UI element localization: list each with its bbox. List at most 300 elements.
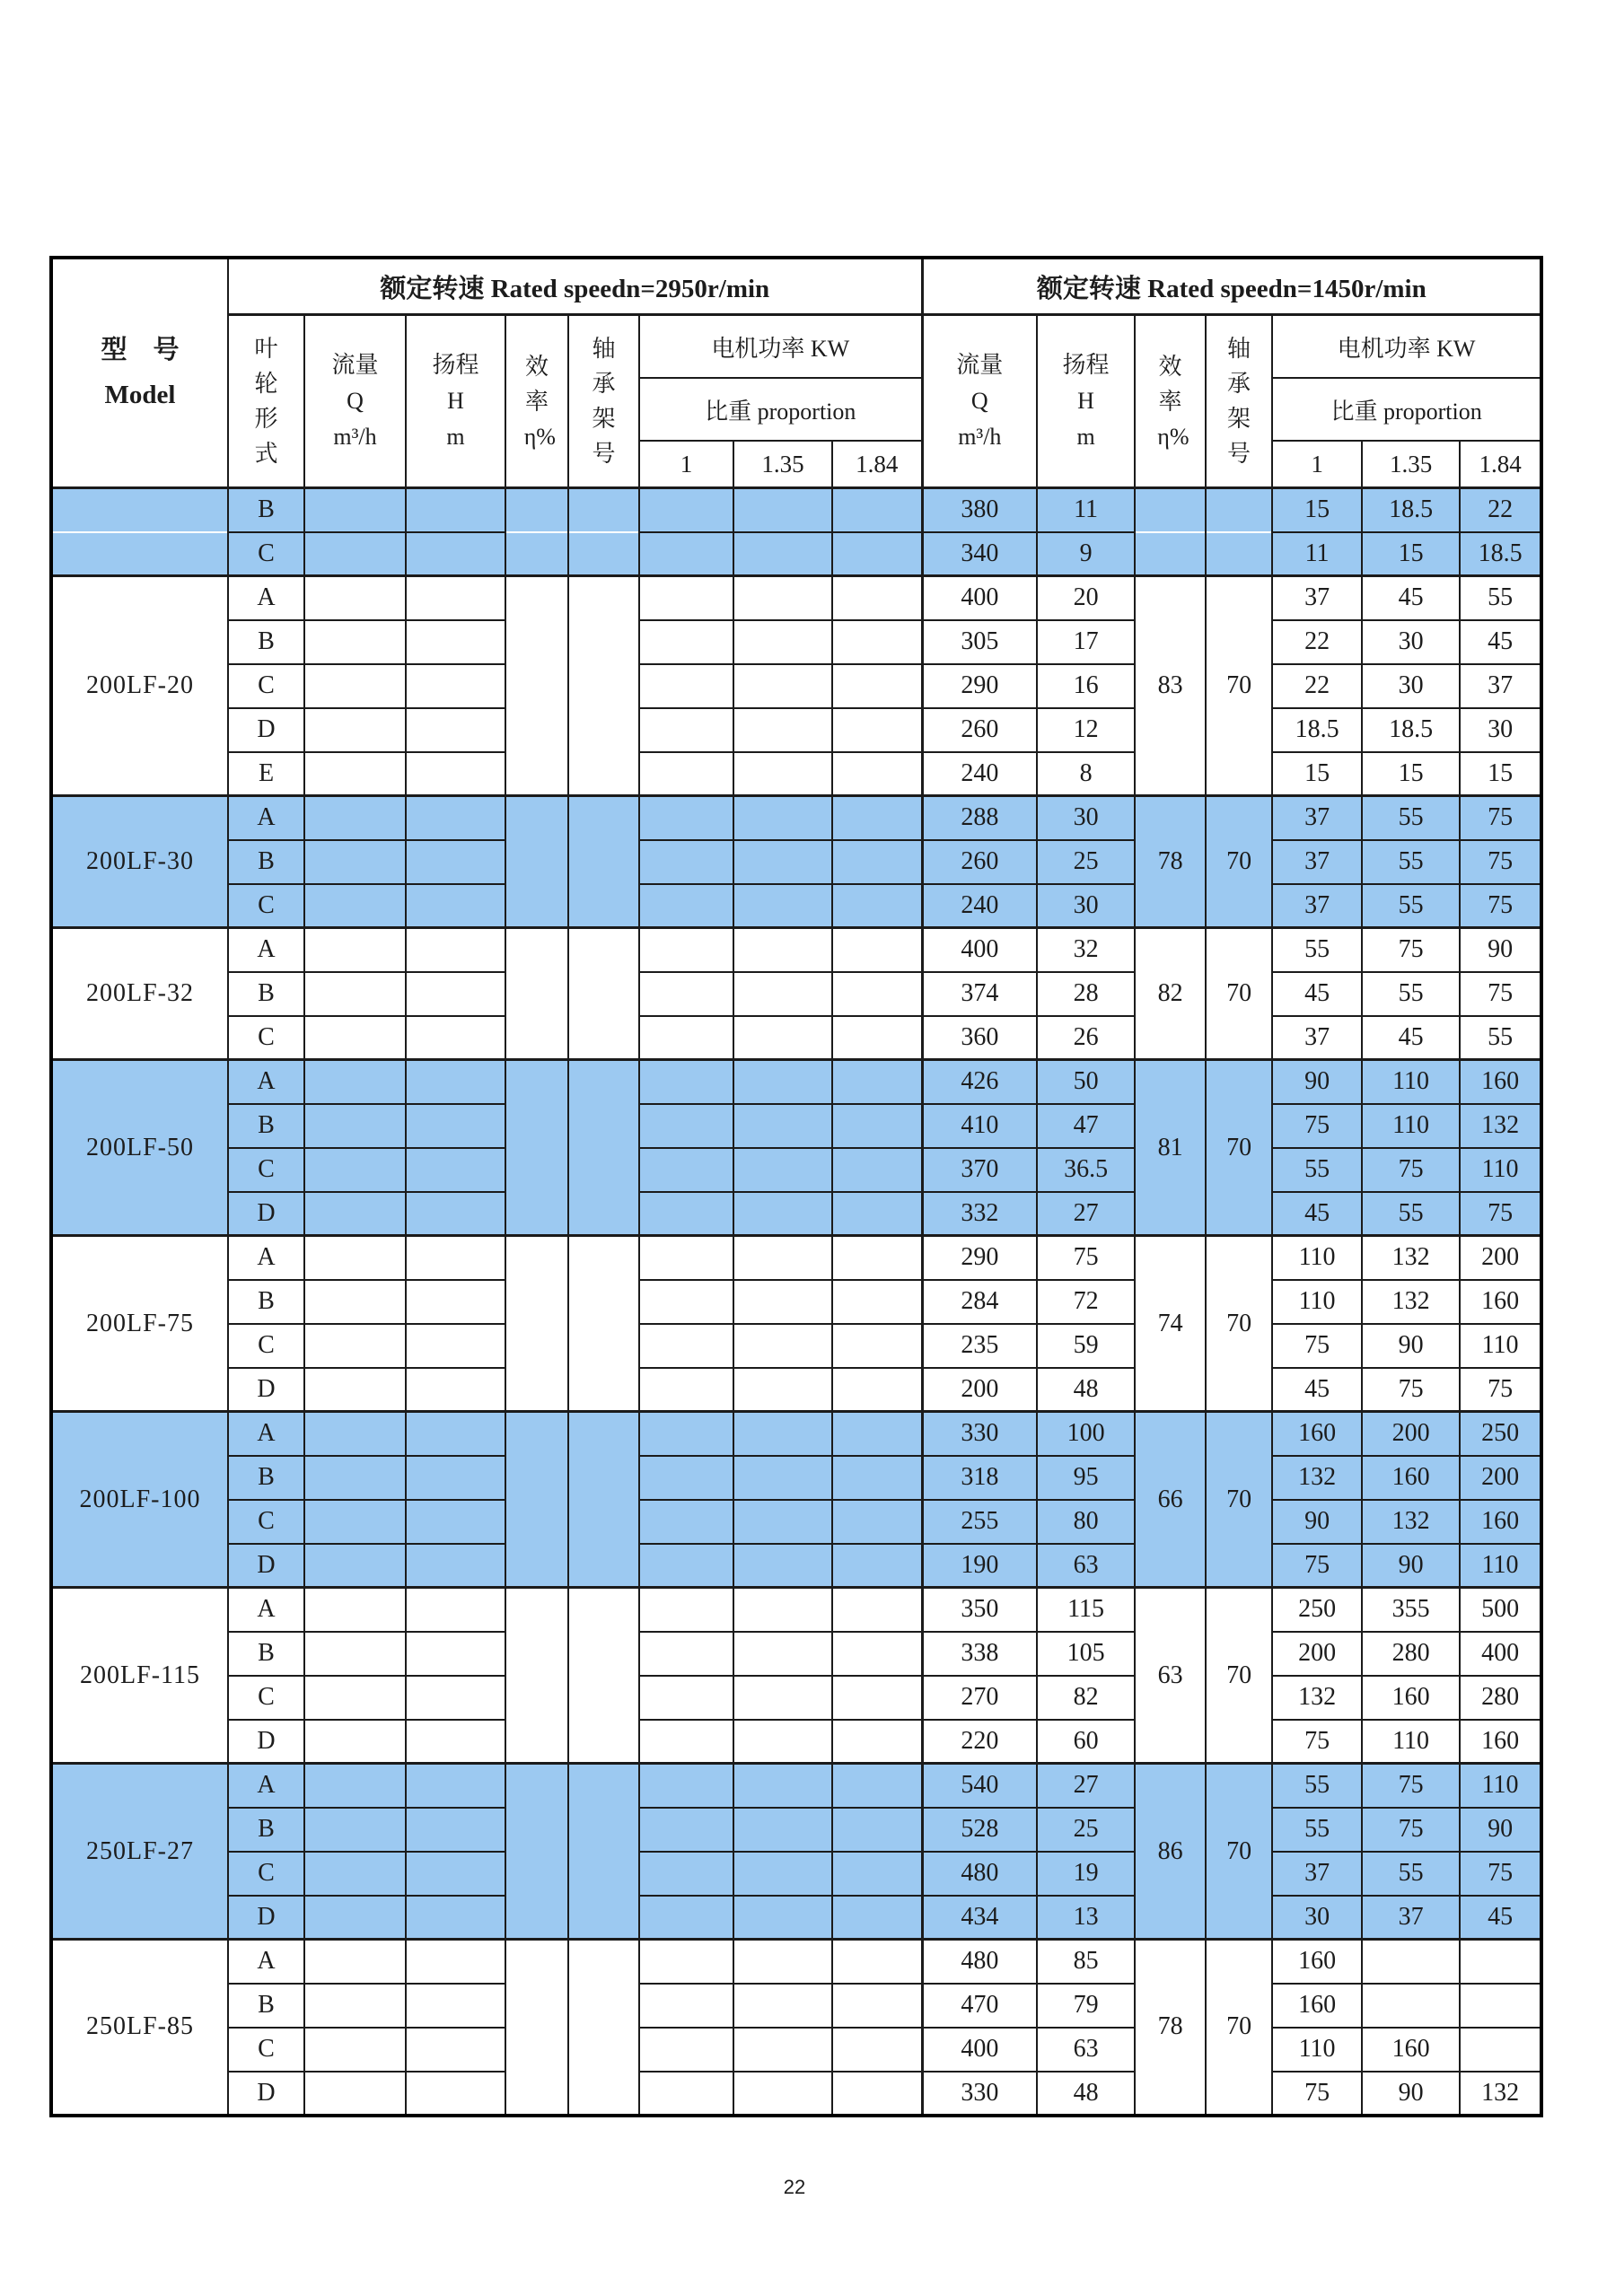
head-2950-cell bbox=[406, 840, 505, 884]
power135-2950-cell bbox=[733, 796, 832, 840]
flow-1450-cell: 426 bbox=[922, 1060, 1037, 1104]
power135-1450-cell: 55 bbox=[1362, 840, 1460, 884]
head-1450-cell: 63 bbox=[1037, 1544, 1135, 1588]
power1-1450-cell: 90 bbox=[1272, 1500, 1362, 1544]
power135-1450-cell: 55 bbox=[1362, 972, 1460, 1016]
impeller-letter-cell: C bbox=[228, 2028, 304, 2072]
power1-1450-cell: 37 bbox=[1272, 1852, 1362, 1896]
flow-1450-cell: 200 bbox=[922, 1368, 1037, 1412]
impeller-letter-cell: B bbox=[228, 972, 304, 1016]
flow-1450-cell: 480 bbox=[922, 1940, 1037, 1984]
efficiency-2950-cell bbox=[505, 1588, 568, 1764]
power1-1450-cell: 37 bbox=[1272, 840, 1362, 884]
table-row bbox=[51, 928, 1541, 972]
flow-1450-cell: 290 bbox=[922, 664, 1037, 708]
flow-1450-cell: 284 bbox=[922, 1280, 1037, 1324]
power184-2950-cell bbox=[832, 1456, 922, 1500]
power1-2950-cell bbox=[639, 1412, 733, 1456]
head-1450-cell: 100 bbox=[1037, 1412, 1135, 1456]
power184-2950-cell bbox=[832, 2028, 922, 2072]
power184-2950-cell bbox=[832, 1412, 922, 1456]
power1-2950-cell bbox=[639, 620, 733, 664]
flow-2950-cell bbox=[304, 1720, 406, 1764]
head-2950-cell bbox=[406, 1192, 505, 1236]
power135-1450-cell: 132 bbox=[1362, 1236, 1460, 1280]
head-2950-cell bbox=[406, 1588, 505, 1632]
power184-2950-cell bbox=[832, 796, 922, 840]
bearing-1450-cell: 70 bbox=[1206, 1764, 1272, 1940]
power1-1450-cell: 200 bbox=[1272, 1632, 1362, 1676]
power135-2950-cell bbox=[733, 532, 832, 576]
power184-1450-cell: 90 bbox=[1460, 928, 1541, 972]
power1-1450-cell: 15 bbox=[1272, 752, 1362, 796]
power184-1450-cell: 110 bbox=[1460, 1764, 1541, 1808]
efficiency-1450-cell bbox=[1135, 488, 1206, 576]
impeller-letter-cell: A bbox=[228, 1236, 304, 1280]
power135-1450-cell bbox=[1362, 1940, 1460, 1984]
power1-2950-cell bbox=[639, 1896, 733, 1940]
power135-1450-cell: 37 bbox=[1362, 1896, 1460, 1940]
flow-2950-cell bbox=[304, 1192, 406, 1236]
power135-2950-cell bbox=[733, 1324, 832, 1368]
power135-1450-cell: 110 bbox=[1362, 1720, 1460, 1764]
power135-1450-cell: 18.5 bbox=[1362, 708, 1460, 752]
table-row bbox=[51, 1896, 1541, 1940]
bearing-1450-cell: 70 bbox=[1206, 1588, 1272, 1764]
head-1450-cell: 32 bbox=[1037, 928, 1135, 972]
head-2950-cell bbox=[406, 1060, 505, 1104]
power184-2950-cell bbox=[832, 884, 922, 928]
model-label-en: Model bbox=[104, 380, 176, 409]
power1-2950-cell bbox=[639, 1676, 733, 1720]
power135-2950-cell bbox=[733, 1764, 832, 1808]
table-row bbox=[51, 1368, 1541, 1412]
power135-1450-cell: 110 bbox=[1362, 1060, 1460, 1104]
impeller-letter-cell: C bbox=[228, 1500, 304, 1544]
power135-1450-cell: 75 bbox=[1362, 1764, 1460, 1808]
power135-2950-cell bbox=[733, 840, 832, 884]
table-row bbox=[51, 1500, 1541, 1544]
table-row bbox=[51, 1588, 1541, 1632]
power184-1450-cell bbox=[1460, 1984, 1541, 2028]
power1-1450-cell: 55 bbox=[1272, 1764, 1362, 1808]
flow-1450-cell: 360 bbox=[922, 1016, 1037, 1060]
power1-1450-cell: 45 bbox=[1272, 1192, 1362, 1236]
power184-1450-cell: 75 bbox=[1460, 1368, 1541, 1412]
power1-2950-cell bbox=[639, 972, 733, 1016]
power1-2950-cell bbox=[639, 1720, 733, 1764]
power1-1450-cell: 75 bbox=[1272, 1544, 1362, 1588]
head-1450-cell: 79 bbox=[1037, 1984, 1135, 2028]
power1-2950-cell bbox=[639, 796, 733, 840]
flow-2950-cell bbox=[304, 488, 406, 532]
head-2950-cell bbox=[406, 1808, 505, 1852]
table-row bbox=[51, 1808, 1541, 1852]
flow-header-2950 bbox=[304, 315, 406, 488]
impeller-letter-cell: A bbox=[228, 1764, 304, 1808]
impeller-letter-cell: A bbox=[228, 1412, 304, 1456]
bearing-2950-cell bbox=[568, 1412, 639, 1588]
head-1450-cell: 25 bbox=[1037, 840, 1135, 884]
power1-1450-cell: 37 bbox=[1272, 884, 1362, 928]
power135-2950-cell bbox=[733, 752, 832, 796]
flow-1450-cell: 220 bbox=[922, 1720, 1037, 1764]
head-2950-cell bbox=[406, 884, 505, 928]
efficiency-1450-cell: 78 bbox=[1135, 796, 1206, 928]
power184-1450-cell: 22 bbox=[1460, 488, 1541, 532]
head-2950-cell bbox=[406, 576, 505, 620]
flow-2950-cell bbox=[304, 752, 406, 796]
impeller-letter-cell: C bbox=[228, 1016, 304, 1060]
head-1450-cell: 13 bbox=[1037, 1896, 1135, 1940]
flow-1450-cell: 240 bbox=[922, 884, 1037, 928]
head-1450-cell: 28 bbox=[1037, 972, 1135, 1016]
power1-2950-cell bbox=[639, 1456, 733, 1500]
flow-1450-cell: 260 bbox=[922, 708, 1037, 752]
power184-1450-cell: 75 bbox=[1460, 884, 1541, 928]
table-row bbox=[51, 1676, 1541, 1720]
header-speed-row bbox=[51, 258, 1541, 315]
header-subcolumns-row bbox=[51, 315, 1541, 379]
head-1450-cell: 12 bbox=[1037, 708, 1135, 752]
bearing-1450-cell: 70 bbox=[1206, 1940, 1272, 2116]
flow-1450-cell: 318 bbox=[922, 1456, 1037, 1500]
power135-2950-cell bbox=[733, 1368, 832, 1412]
power1-1450-cell: 45 bbox=[1272, 1368, 1362, 1412]
power184-1450-cell: 18.5 bbox=[1460, 532, 1541, 576]
head-1450-cell: 30 bbox=[1037, 884, 1135, 928]
power1-2950-cell bbox=[639, 708, 733, 752]
power135-1450-cell: 90 bbox=[1362, 2072, 1460, 2116]
head-1450-cell: 8 bbox=[1037, 752, 1135, 796]
power135-1450-cell: 200 bbox=[1362, 1412, 1460, 1456]
power135-1450-cell: 75 bbox=[1362, 928, 1460, 972]
impeller-letter-cell: A bbox=[228, 1940, 304, 1984]
power184-1450-cell: 55 bbox=[1460, 1016, 1541, 1060]
power1-2950-cell bbox=[639, 1148, 733, 1192]
bearing-2950-cell bbox=[568, 796, 639, 928]
power184-1450-cell: 160 bbox=[1460, 1500, 1541, 1544]
flow-1450-cell: 305 bbox=[922, 620, 1037, 664]
impeller-letter-cell: B bbox=[228, 1456, 304, 1500]
impeller-letter-cell: C bbox=[228, 1148, 304, 1192]
power135-2950-cell bbox=[733, 884, 832, 928]
head-1450-cell: 60 bbox=[1037, 1720, 1135, 1764]
efficiency-2950-cell bbox=[505, 1764, 568, 1940]
head-1450-cell: 27 bbox=[1037, 1192, 1135, 1236]
impeller-letter-cell: D bbox=[228, 1720, 304, 1764]
efficiency-2950-cell bbox=[505, 576, 568, 796]
efficiency-2950-cell bbox=[505, 796, 568, 928]
power184-1450-cell: 160 bbox=[1460, 1720, 1541, 1764]
flow-2950-cell bbox=[304, 884, 406, 928]
flow-unit: m³/h bbox=[333, 424, 377, 451]
head-2950-cell bbox=[406, 752, 505, 796]
power135-2950-cell bbox=[733, 576, 832, 620]
impeller-letter-cell: B bbox=[228, 1808, 304, 1852]
power135-1450-cell: 90 bbox=[1362, 1324, 1460, 1368]
bearing-2950-cell bbox=[568, 1236, 639, 1412]
table-row bbox=[51, 664, 1541, 708]
power184-2950-cell bbox=[832, 972, 922, 1016]
head-1450-cell: 105 bbox=[1037, 1632, 1135, 1676]
impeller-letter-cell: B bbox=[228, 1632, 304, 1676]
power1-1450-cell: 160 bbox=[1272, 1984, 1362, 2028]
bearing-2950-cell bbox=[568, 1764, 639, 1940]
efficiency-1450-cell: 66 bbox=[1135, 1412, 1206, 1588]
table-row bbox=[51, 1324, 1541, 1368]
power1-2950-cell bbox=[639, 1236, 733, 1280]
power135-1450-cell bbox=[1362, 1984, 1460, 2028]
table-row bbox=[51, 620, 1541, 664]
bearing-header-1450 bbox=[1206, 315, 1272, 488]
ratio-135-header-2950: 1.35 bbox=[733, 441, 832, 488]
head-2950-cell bbox=[406, 1500, 505, 1544]
impeller-letter-cell: A bbox=[228, 928, 304, 972]
table-row bbox=[51, 1940, 1541, 1984]
efficiency-label: 效率η% bbox=[523, 353, 556, 450]
table-row bbox=[51, 884, 1541, 928]
pump-spec-table bbox=[49, 256, 1543, 2117]
power1-1450-cell: 22 bbox=[1272, 664, 1362, 708]
head-1450-cell: 115 bbox=[1037, 1588, 1135, 1632]
power1-2950-cell bbox=[639, 1104, 733, 1148]
power1-1450-cell: 37 bbox=[1272, 796, 1362, 840]
power184-1450-cell: 500 bbox=[1460, 1588, 1541, 1632]
flow-2950-cell bbox=[304, 1940, 406, 1984]
power184-1450-cell: 75 bbox=[1460, 972, 1541, 1016]
head-2950-cell bbox=[406, 1632, 505, 1676]
head-2950-cell bbox=[406, 2028, 505, 2072]
model-cell: 200LF-115 bbox=[51, 1588, 228, 1764]
head-label-zh: 扬程 bbox=[432, 351, 479, 378]
power184-1450-cell bbox=[1460, 2028, 1541, 2072]
table-row bbox=[51, 1104, 1541, 1148]
motor-power-header-2950: 电机功率 KW bbox=[639, 315, 922, 379]
impeller-letter-cell: C bbox=[228, 1324, 304, 1368]
impeller-letter-cell: B bbox=[228, 1104, 304, 1148]
power135-1450-cell: 75 bbox=[1362, 1368, 1460, 1412]
power184-1450-cell: 75 bbox=[1460, 796, 1541, 840]
flow-1450-cell: 434 bbox=[922, 1896, 1037, 1940]
power184-1450-cell: 55 bbox=[1460, 576, 1541, 620]
power184-1450-cell: 90 bbox=[1460, 1808, 1541, 1852]
flow-2950-cell bbox=[304, 1060, 406, 1104]
table-row bbox=[51, 576, 1541, 620]
power184-2950-cell bbox=[832, 1280, 922, 1324]
power184-1450-cell: 160 bbox=[1460, 1060, 1541, 1104]
power184-1450-cell bbox=[1460, 1940, 1541, 1984]
table-row bbox=[51, 1280, 1541, 1324]
head-1450-cell: 11 bbox=[1037, 488, 1135, 532]
power1-2950-cell bbox=[639, 1984, 733, 2028]
impeller-type-header bbox=[228, 315, 304, 488]
model-label-zh: 型 号 bbox=[101, 336, 180, 365]
flow-unit: m³/h bbox=[958, 424, 1002, 451]
power184-2950-cell bbox=[832, 1764, 922, 1808]
power184-1450-cell: 160 bbox=[1460, 1280, 1541, 1324]
impeller-letter-cell: D bbox=[228, 1368, 304, 1412]
power184-2950-cell bbox=[832, 1720, 922, 1764]
table-row bbox=[51, 1060, 1541, 1104]
flow-1450-cell: 290 bbox=[922, 1236, 1037, 1280]
flow-2950-cell bbox=[304, 2072, 406, 2116]
power1-2950-cell bbox=[639, 532, 733, 576]
impeller-letter-cell: C bbox=[228, 664, 304, 708]
power184-2950-cell bbox=[832, 1148, 922, 1192]
power135-1450-cell: 55 bbox=[1362, 884, 1460, 928]
head-header-2950 bbox=[406, 315, 505, 488]
head-label-zh: 扬程 bbox=[1062, 351, 1110, 378]
head-2950-cell bbox=[406, 2072, 505, 2116]
power184-1450-cell: 110 bbox=[1460, 1544, 1541, 1588]
head-2950-cell bbox=[406, 1676, 505, 1720]
impeller-letter-cell: D bbox=[228, 2072, 304, 2116]
head-1450-cell: 9 bbox=[1037, 532, 1135, 576]
impeller-type-label: 叶轮形式 bbox=[254, 336, 278, 467]
power135-2950-cell bbox=[733, 1280, 832, 1324]
power1-1450-cell: 30 bbox=[1272, 1896, 1362, 1940]
power135-1450-cell: 55 bbox=[1362, 1852, 1460, 1896]
efficiency-1450-cell: 83 bbox=[1135, 576, 1206, 796]
flow-1450-cell: 400 bbox=[922, 2028, 1037, 2072]
model-cell: 250LF-85 bbox=[51, 1940, 228, 2116]
flow-2950-cell bbox=[304, 840, 406, 884]
efficiency-1450-cell: 74 bbox=[1135, 1236, 1206, 1412]
flow-2950-cell bbox=[304, 1148, 406, 1192]
table-row bbox=[51, 1456, 1541, 1500]
head-1450-cell: 48 bbox=[1037, 1368, 1135, 1412]
power184-1450-cell: 200 bbox=[1460, 1236, 1541, 1280]
power1-2950-cell bbox=[639, 2028, 733, 2072]
flow-1450-cell: 330 bbox=[922, 1412, 1037, 1456]
efficiency-1450-cell: 63 bbox=[1135, 1588, 1206, 1764]
head-1450-cell: 95 bbox=[1037, 1456, 1135, 1500]
power184-2950-cell bbox=[832, 1984, 922, 2028]
power184-2950-cell bbox=[832, 1852, 922, 1896]
head-2950-cell bbox=[406, 1896, 505, 1940]
table-row bbox=[51, 1544, 1541, 1588]
head-2950-cell bbox=[406, 1016, 505, 1060]
flow-2950-cell bbox=[304, 1676, 406, 1720]
power184-2950-cell bbox=[832, 1588, 922, 1632]
power184-2950-cell bbox=[832, 1368, 922, 1412]
power184-2950-cell bbox=[832, 1500, 922, 1544]
page-number: 22 bbox=[783, 2176, 806, 2198]
head-1450-cell: 72 bbox=[1037, 1280, 1135, 1324]
head-symbol: H bbox=[447, 387, 464, 414]
power184-1450-cell: 132 bbox=[1460, 2072, 1541, 2116]
flow-2950-cell bbox=[304, 1016, 406, 1060]
power135-2950-cell bbox=[733, 928, 832, 972]
head-1450-cell: 80 bbox=[1037, 1500, 1135, 1544]
power1-2950-cell bbox=[639, 1368, 733, 1412]
efficiency-2950-cell bbox=[505, 1060, 568, 1236]
flow-2950-cell bbox=[304, 796, 406, 840]
flow-2950-cell bbox=[304, 1412, 406, 1456]
head-1450-cell: 16 bbox=[1037, 664, 1135, 708]
power135-1450-cell: 15 bbox=[1362, 752, 1460, 796]
table-row bbox=[51, 1632, 1541, 1676]
impeller-letter-cell: D bbox=[228, 1544, 304, 1588]
power184-2950-cell bbox=[832, 1632, 922, 1676]
bearing-1450-cell: 70 bbox=[1206, 1236, 1272, 1412]
flow-2950-cell bbox=[304, 1632, 406, 1676]
table-row bbox=[51, 1236, 1541, 1280]
head-1450-cell: 50 bbox=[1037, 1060, 1135, 1104]
power1-1450-cell: 132 bbox=[1272, 1676, 1362, 1720]
head-1450-cell: 85 bbox=[1037, 1940, 1135, 1984]
flow-1450-cell: 338 bbox=[922, 1632, 1037, 1676]
bearing-2950-cell bbox=[568, 488, 639, 576]
power184-2950-cell bbox=[832, 488, 922, 532]
impeller-letter-cell: C bbox=[228, 1676, 304, 1720]
flow-2950-cell bbox=[304, 708, 406, 752]
impeller-letter-cell: A bbox=[228, 796, 304, 840]
flow-1450-cell: 330 bbox=[922, 2072, 1037, 2116]
head-1450-cell: 19 bbox=[1037, 1852, 1135, 1896]
proportion-header-2950: 比重 proportion bbox=[639, 378, 922, 441]
power1-2950-cell bbox=[639, 664, 733, 708]
power135-1450-cell: 355 bbox=[1362, 1588, 1460, 1632]
flow-1450-cell: 190 bbox=[922, 1544, 1037, 1588]
table-row bbox=[51, 1852, 1541, 1896]
model-cell: 200LF-100 bbox=[51, 1412, 228, 1588]
power184-2950-cell bbox=[832, 664, 922, 708]
power184-2950-cell bbox=[832, 1104, 922, 1148]
power184-2950-cell bbox=[832, 1016, 922, 1060]
ratio-184-header-2950: 1.84 bbox=[832, 441, 922, 488]
power135-2950-cell bbox=[733, 1412, 832, 1456]
flow-1450-cell: 332 bbox=[922, 1192, 1037, 1236]
head-1450-cell: 63 bbox=[1037, 2028, 1135, 2072]
bearing-2950-cell bbox=[568, 576, 639, 796]
power1-1450-cell: 55 bbox=[1272, 1148, 1362, 1192]
flow-2950-cell bbox=[304, 1984, 406, 2028]
power184-2950-cell bbox=[832, 928, 922, 972]
power135-2950-cell bbox=[733, 1500, 832, 1544]
table-row bbox=[51, 1016, 1541, 1060]
flow-2950-cell bbox=[304, 972, 406, 1016]
power1-2950-cell bbox=[639, 2072, 733, 2116]
power184-1450-cell: 75 bbox=[1460, 1852, 1541, 1896]
bearing-1450-cell: 70 bbox=[1206, 576, 1272, 796]
impeller-letter-cell: B bbox=[228, 620, 304, 664]
power135-1450-cell: 15 bbox=[1362, 532, 1460, 576]
efficiency-1450-cell: 78 bbox=[1135, 1940, 1206, 2116]
head-2950-cell bbox=[406, 1984, 505, 2028]
power135-1450-cell: 75 bbox=[1362, 1148, 1460, 1192]
power184-2950-cell bbox=[832, 620, 922, 664]
power184-2950-cell bbox=[832, 576, 922, 620]
power1-1450-cell: 75 bbox=[1272, 1720, 1362, 1764]
bearing-1450-cell: 70 bbox=[1206, 796, 1272, 928]
power184-2950-cell bbox=[832, 1192, 922, 1236]
ratio-135-header-1450: 1.35 bbox=[1362, 441, 1460, 488]
model-cell: 200LF-32 bbox=[51, 928, 228, 1060]
flow-2950-cell bbox=[304, 1500, 406, 1544]
power184-2950-cell bbox=[832, 708, 922, 752]
flow-1450-cell: 370 bbox=[922, 1148, 1037, 1192]
bearing-1450-cell: 70 bbox=[1206, 1412, 1272, 1588]
power184-2950-cell bbox=[832, 1940, 922, 1984]
bearing-2950-cell bbox=[568, 1060, 639, 1236]
head-1450-cell: 20 bbox=[1037, 576, 1135, 620]
head-2950-cell bbox=[406, 620, 505, 664]
power135-1450-cell: 55 bbox=[1362, 1192, 1460, 1236]
head-2950-cell bbox=[406, 488, 505, 532]
power1-1450-cell: 37 bbox=[1272, 1016, 1362, 1060]
